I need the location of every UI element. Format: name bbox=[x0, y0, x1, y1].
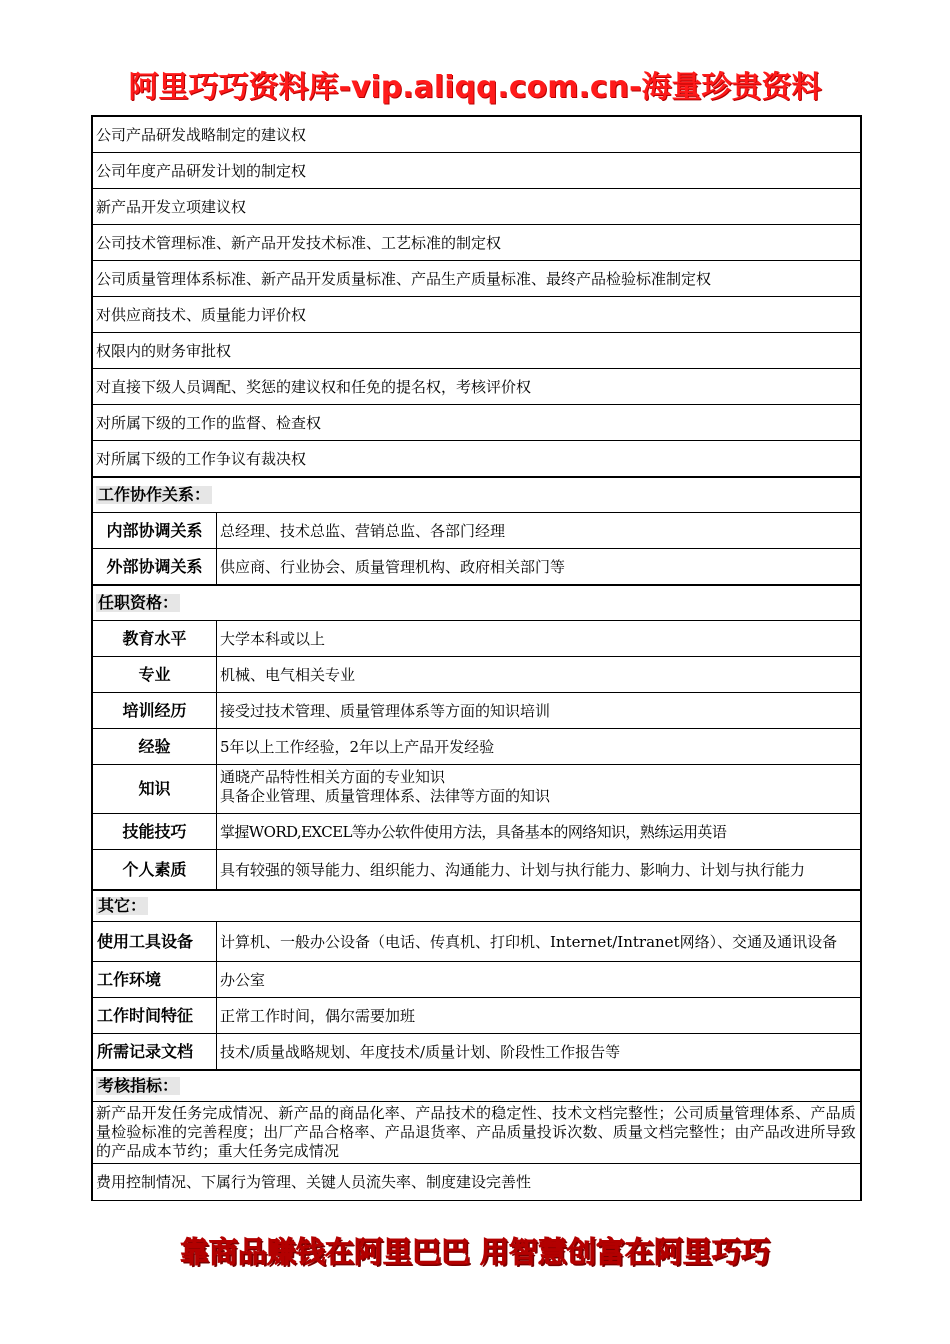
other-row bbox=[93, 1034, 860, 1071]
row-value: 技术/质量战略规划、年度技术/质量计划、阶段性工作报告等 bbox=[220, 1042, 621, 1061]
section-title: 考核指标： bbox=[98, 1076, 179, 1095]
section-header-other bbox=[93, 891, 860, 922]
row-label: 工作时间特征 bbox=[93, 998, 217, 1033]
authority-item: 公司产品研发战略制定的建议权 bbox=[96, 125, 307, 144]
row-label: 个人素质 bbox=[93, 850, 217, 889]
row-label: 经验 bbox=[93, 729, 217, 764]
qualification-row bbox=[93, 621, 860, 657]
cooperation-row bbox=[93, 549, 860, 586]
qualification-row bbox=[93, 814, 860, 850]
section-title: 其它： bbox=[98, 896, 147, 915]
other-row bbox=[93, 922, 860, 962]
row-label: 工作环境 bbox=[93, 962, 217, 997]
section-header-assessment bbox=[93, 1071, 860, 1102]
assessment-row bbox=[93, 1102, 860, 1164]
authority-item: 权限内的财务审批权 bbox=[96, 341, 232, 360]
authority-row bbox=[93, 189, 860, 225]
row-label: 技能技巧 bbox=[93, 814, 217, 849]
row-label: 知识 bbox=[93, 765, 217, 813]
authority-row bbox=[93, 405, 860, 441]
row-value: 机械、电气相关专业 bbox=[220, 665, 356, 684]
knowledge-line: 具备企业管理、质量管理体系、法律等方面的知识 bbox=[220, 787, 551, 805]
row-label: 使用工具设备 bbox=[93, 922, 217, 961]
authority-item: 新产品开发立项建议权 bbox=[96, 197, 247, 216]
row-value: 供应商、行业协会、质量管理机构、政府相关部门等 bbox=[220, 557, 566, 576]
authority-row bbox=[93, 225, 860, 261]
row-value: 大学本科或以上 bbox=[220, 629, 326, 648]
qualification-row bbox=[93, 657, 860, 693]
cooperation-row bbox=[93, 513, 860, 549]
row-value: 计算机、一般办公设备（电话、传真机、打印机、Internet/Intranet网络）、交通及通讯设备 bbox=[220, 932, 838, 951]
knowledge-line: 通晓产品特性相关方面的专业知识 bbox=[220, 768, 446, 786]
row-value: 总经理、技术总监、营销总监、各部门经理 bbox=[220, 521, 506, 540]
row-label: 外部协调关系 bbox=[93, 549, 217, 584]
qualification-row bbox=[93, 693, 860, 729]
authority-item: 公司质量管理体系标准、新产品开发质量标准、产品生产质量标准、最终产品检验标准制定权 bbox=[96, 269, 712, 288]
authority-item: 公司技术管理标准、新产品开发技术标准、工艺标准的制定权 bbox=[96, 233, 502, 252]
assessment-item: 费用控制情况、下属行为管理、关键人员流失率、制度建设完善性 bbox=[96, 1173, 532, 1191]
authority-row bbox=[93, 297, 860, 333]
job-description-table bbox=[91, 115, 862, 1201]
authority-row bbox=[93, 117, 860, 153]
authority-item: 对所属下级的工作争议有裁决权 bbox=[96, 449, 307, 468]
authority-item: 公司年度产品研发计划的制定权 bbox=[96, 161, 307, 180]
authority-item: 对供应商技术、质量能力评价权 bbox=[96, 305, 307, 324]
qualification-row bbox=[93, 850, 860, 891]
row-value: 正常工作时间，偶尔需要加班 bbox=[220, 1006, 416, 1025]
authority-row bbox=[93, 441, 860, 478]
row-label: 专业 bbox=[93, 657, 217, 692]
other-row bbox=[93, 962, 860, 998]
authority-row bbox=[93, 153, 860, 189]
section-header-qualifications bbox=[93, 586, 860, 621]
section-title: 任职资格： bbox=[98, 593, 179, 612]
assessment-item: 新产品开发任务完成情况、新产品的商品化率、产品技术的稳定性、技术文档完整性；公司质量管理体系、产品质量检验标准的完善程度；出厂产品合格率、产品退货率、产品质量投诉次数、质量文档完整性；由产品改进所导致的产品成本节约；重大任务完成情况 bbox=[96, 1104, 857, 1160]
row-value bbox=[217, 765, 860, 813]
row-value: 掌握WORD,EXCEL等办公软件使用方法，具备基本的网络知识，熟练运用英语 bbox=[220, 822, 727, 841]
authority-row bbox=[93, 369, 860, 405]
header-banner: 阿里巧巧资料库-vip.aliqq.com.cn-海量珍贵资料 bbox=[128, 70, 822, 105]
authority-item: 对所属下级的工作的监督、检查权 bbox=[96, 413, 322, 432]
row-label: 内部协调关系 bbox=[93, 513, 217, 548]
assessment-row bbox=[93, 1164, 860, 1200]
footer-banner: 靠商品赚钱在阿里巴巴 用智慧创富在阿里巧巧 bbox=[179, 1235, 771, 1269]
row-value: 5年以上工作经验，2年以上产品开发经验 bbox=[220, 737, 495, 756]
row-label: 教育水平 bbox=[93, 621, 217, 656]
row-value: 接受过技术管理、质量管理体系等方面的知识培训 bbox=[220, 701, 551, 720]
authority-row bbox=[93, 333, 860, 369]
section-title: 工作协作关系： bbox=[98, 485, 211, 504]
qualification-row bbox=[93, 729, 860, 765]
row-value: 办公室 bbox=[220, 970, 266, 989]
section-header-cooperation bbox=[93, 478, 860, 513]
other-row bbox=[93, 998, 860, 1034]
qualification-row bbox=[93, 765, 860, 814]
row-label: 所需记录文档 bbox=[93, 1034, 217, 1069]
row-value: 具有较强的领导能力、组织能力、沟通能力、计划与执行能力、影响力、计划与执行能力 bbox=[220, 860, 806, 879]
authority-row bbox=[93, 261, 860, 297]
row-label: 培训经历 bbox=[93, 693, 217, 728]
authority-item: 对直接下级人员调配、奖惩的建议权和任免的提名权，考核评价权 bbox=[96, 377, 532, 396]
